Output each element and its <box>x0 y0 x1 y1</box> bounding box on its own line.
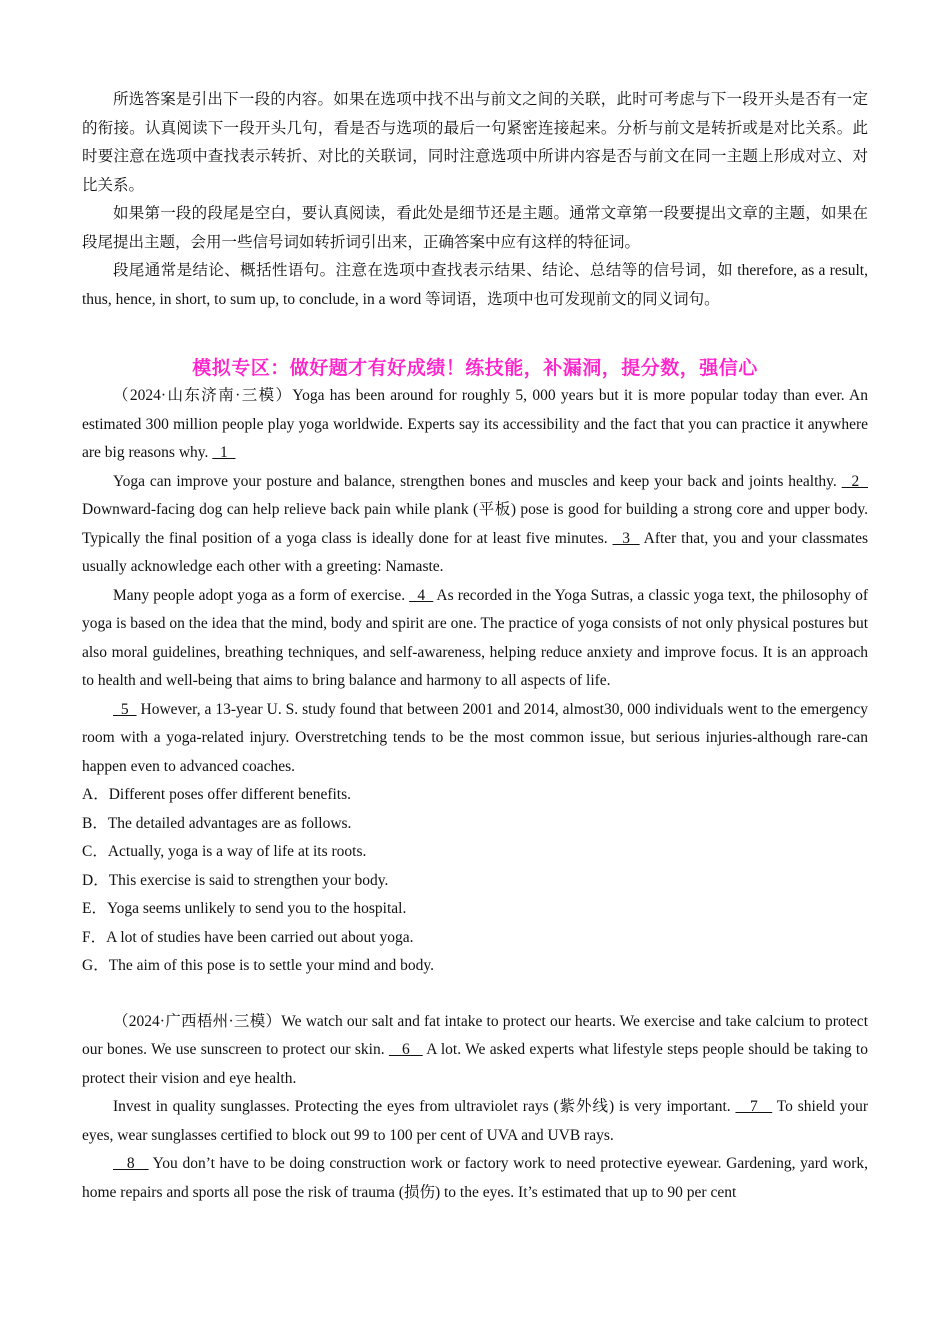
section-heading: 模拟专区：做好题才有好成绩！练技能，补漏洞，提分数，强信心 <box>192 357 758 379</box>
passage2-paragraph-3 <box>82 1150 868 1207</box>
passage-divider <box>82 981 868 1008</box>
passage1-p1-text: （2024·山东济南·三模）Yoga has been around for roughly 5, 000 years but it is more popular today than ever. An estimated 300 million people play yoga worldwide. Experts say its accessibility and the fact that you can practice it anywhere are big reasons why. <box>82 387 868 461</box>
document-page <box>82 86 868 1207</box>
blank-5: 5 <box>113 700 137 718</box>
passage1-paragraph-3 <box>82 582 868 696</box>
passage1-paragraph-4 <box>82 696 868 782</box>
option-e: E．Yoga seems unlikely to send you to the hospital. <box>82 900 407 917</box>
passage1-p2-text-b: Downward-facing dog can help relieve back pain while plank (平板) pose is good for building a strong core and upper body. Typically the final position of a yoga class is ideally done for at least five minutes. <box>82 501 868 547</box>
blank-6: 6 <box>388 1041 423 1058</box>
intro-paragraph-2: 如果第一段的段尾是空白，要认真阅读，看此处是细节还是主题。通常文章第一段要提出文章的主题，如果在段尾提出主题，会用一些信号词如转折词引出来，正确答案中应有这样的特征词。 <box>82 205 868 251</box>
passage1-p3-text-b: As recorded in the Yoga Sutras, a classic yoga text, the philosophy of yoga is based on the idea that the mind, body and spirit are one. The practice of yoga consists of not only physical postures but also moral guidelines, breathing techniques, and self-awareness, helping reduce anxiety and improve focus. It is an approach to health and well-being that aims to bring balance and harmony to all aspects of life. <box>82 586 868 689</box>
blank-2: 2 <box>841 472 868 490</box>
passage1-paragraph-1 <box>82 382 868 468</box>
passage1-p3-text-a: Many people adopt yoga as a form of exercise. <box>113 586 410 604</box>
option-a: A．Different poses offer different benefits. <box>82 786 352 803</box>
passage2-p2-text-b: To shield your eyes, wear sunglasses certified to block out 99 to 100 per cent of UVA and UVB rays. <box>82 1098 869 1144</box>
blank-4: 4 <box>409 586 434 604</box>
option-g: G．The aim of this pose is to settle your mind and body. <box>82 957 435 974</box>
option-c: C．Actually, yoga is a way of life at its roots. <box>82 843 367 860</box>
passage2-p1-text-b: A lot. We asked experts what lifestyle steps people should be taking to protect their vision and eye health. <box>82 1041 868 1087</box>
blank-3: 3 <box>612 529 640 547</box>
blank-1: 1 <box>212 444 236 461</box>
intro-paragraph-3: 段尾通常是结论、概括性语句。注意在选项中查找表示结果、结论、总结等的信号词，如 therefore, as a result, thus, hence, in short, to sum up, to conclude, in a word 等词语，选项中也可发现前文的同义词句。 <box>82 262 868 308</box>
blank-8: 8 <box>113 1155 149 1172</box>
passage1-paragraph-2 <box>82 468 868 582</box>
passage2-paragraph-2 <box>82 1093 868 1150</box>
passage2-p2-text-a: Invest in quality sunglasses. Protecting the eyes from ultraviolet rays (紫外线) is very important. <box>113 1098 736 1115</box>
option-f: F．A lot of studies have been carried out about yoga. <box>82 928 414 946</box>
option-b: B．The detailed advantages are as follows. <box>82 814 352 832</box>
passage2-p1-text-a: （2024·广西梧州·三模）We watch our salt and fat intake to protect our hearts. We exercise and take calcium to protect our bones. We use sunscreen to protect our skin. <box>82 1012 868 1058</box>
passage1-p4-text: However, a 13-year U. S. study found that between 2001 and 2014, almost30, 000 individuals went to the emergency room with a yoga-related injury. Overstretching tends to be the most common issue, but serious injuries-although rare-can happen even to advanced coaches. <box>82 700 869 775</box>
blank-7: 7 <box>735 1098 773 1115</box>
intro-paragraph-1: 所选答案是引出下一段的内容。如果在选项中找不出与前文之间的关联，此时可考虑与下一段开头是否有一定的衔接。认真阅读下一段开头几句，看是否与选项的最后一句紧密连接起来。分析与前文是转折或是对比关系。此时要注意在选项中查找表示转折、对比的关联词，同时注意选项中所讲内容是否与前文在同一主题上形成对立、对比关系。 <box>82 91 868 194</box>
passage2-p3-text: You don’t have to be doing construction work or factory work to need protective eyewear. Gardening, yard work, home repairs and sports all pose the risk of trauma (损伤) to the eyes. It’s estimated that up to 90 per cent <box>82 1155 868 1201</box>
option-d: D．This exercise is said to strengthen your body. <box>82 871 389 889</box>
passage1-p2-text-c: After that, you and your classmates usually acknowledge each other with a greeting: Namaste. <box>82 529 868 575</box>
passage1-p2-text-a: Yoga can improve your posture and balance, strengthen bones and muscles and keep your back and joints healthy. <box>113 472 842 490</box>
options-list <box>82 781 868 981</box>
passage2-paragraph-1 <box>82 1008 868 1094</box>
